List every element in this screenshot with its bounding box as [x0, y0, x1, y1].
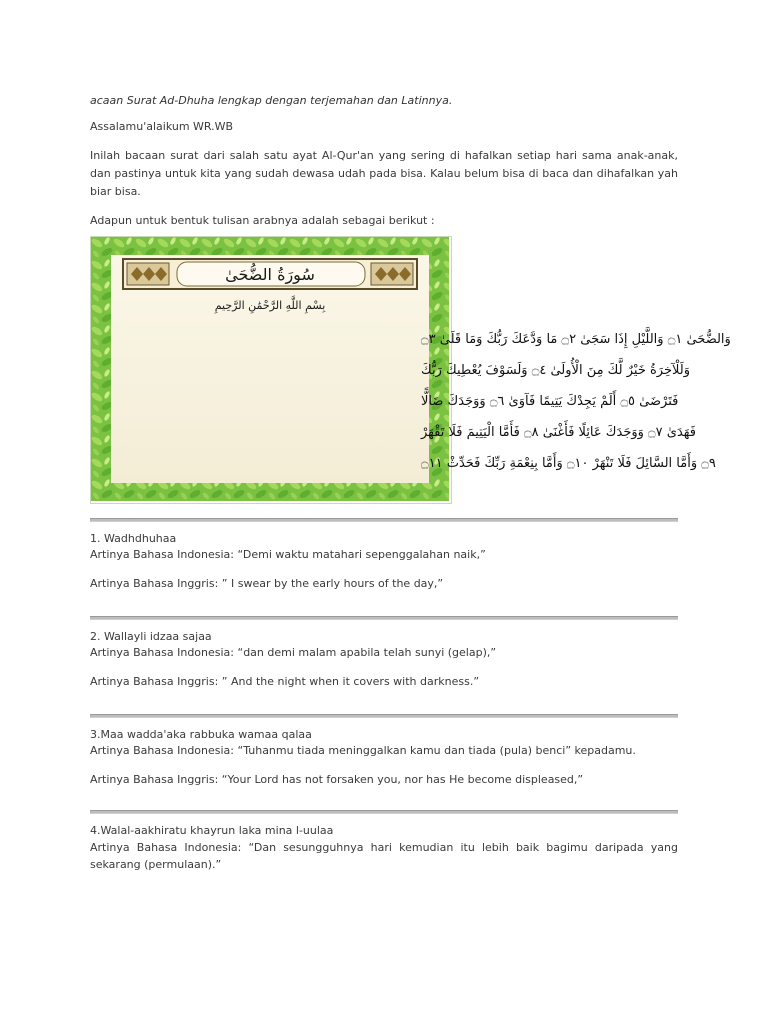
section-divider — [90, 616, 678, 620]
translation-indonesian: Artinya Bahasa Indonesia: “dan demi malam apabila telah sunyi (gelap),” — [90, 646, 497, 659]
document-title: acaan Surat Ad-Dhuha lengkap dengan terjemahan dan Latinnya. — [90, 94, 453, 107]
verse-section-3 — [90, 714, 678, 788]
intro-paragraph: Inilah bacaan surat dari salah satu ayat Al-Qur'an yang sering di hafalkan setiap hari sama anak-anak, dan pastinya untuk kita yang sudah dewasa udah pada bisa. Kalau belum bisa di baca dan dihafalkan yah biar bisa. — [90, 149, 678, 198]
translation-english: Artinya Bahasa Inggris: “Your Lord has not forsaken you, nor has He become displeased,” — [90, 773, 584, 786]
greeting-text: Assalamu'alaikum WR.WB — [90, 120, 234, 133]
translation-english: Artinya Bahasa Inggris: ” I swear by the early hours of the day,” — [90, 577, 444, 590]
lead-text: Adapun untuk bentuk tulisan arabnya adalah sebagai berikut : — [90, 214, 435, 227]
section-divider — [90, 810, 678, 814]
verse-heading: 3.Maa wadda'aka rabbuka wamaa qalaa — [90, 728, 312, 741]
arabic-line-3: فَتَرْضَىٰ ۝٥ أَلَمْ يَجِدْكَ يَتِيمًا فَآوَىٰ ۝٦ وَوَجَدَكَ ضَالًّا — [421, 394, 679, 409]
arabic-line-1: وَالضُّحَىٰ ۝١ وَاللَّيْلِ إِذَا سَجَىٰ ۝٢ مَا وَدَّعَكَ رَبُّكَ وَمَا قَلَىٰ ۝٣ — [421, 332, 731, 347]
translation-indonesian: Artinya Bahasa Indonesia: “Tuhanmu tiada meninggalkan kamu dan tiada (pula) benci” kepadamu. — [90, 744, 636, 757]
verse-heading: 4.Walal-aakhiratu khayrun laka mina l-uulaa — [90, 824, 334, 837]
section-divider — [90, 518, 678, 522]
verse-section-4 — [90, 810, 678, 873]
translation-english: Artinya Bahasa Inggris: ” And the night when it covers with darkness.” — [90, 675, 480, 688]
document-body — [90, 94, 731, 504]
arabic-line-5: ۝٩ وَأَمَّا السَّائِلَ فَلَا تَنْهَرْ ۝١٠ وَأَمَّا بِنِعْمَةِ رَبِّكَ فَحَدِّثْ ۝١١ — [421, 456, 716, 471]
verse-section-2 — [90, 616, 678, 690]
surah-title-arabic: سُورَةُ الضُّحَىٰ — [225, 265, 315, 284]
basmala-text: بِسْمِ اللَّهِ الرَّحْمَٰنِ الرَّحِيمِ — [214, 299, 326, 312]
surah-artwork — [91, 237, 731, 501]
surah-ad-dhuha-image — [90, 236, 731, 504]
translation-indonesian: Artinya Bahasa Indonesia: “Dan sesungguhnya hari kemudian itu lebih baik bagimu daripada yang sekarang (permulaan).” — [90, 841, 678, 871]
translation-indonesian: Artinya Bahasa Indonesia: “Demi waktu matahari sepenggalahan naik,” — [90, 548, 486, 561]
verse-heading: 2. Wallayli idzaa sajaa — [90, 630, 212, 643]
verse-section-1 — [90, 518, 678, 592]
section-divider — [90, 714, 678, 718]
arabic-line-2: وَلَلْآخِرَةُ خَيْرٌ لَّكَ مِنَ الْأُولَىٰ ۝٤ وَلَسَوْفَ يُعْطِيكَ رَبُّكَ — [421, 363, 691, 378]
verse-heading: 1. Wadhdhuhaa — [90, 532, 177, 545]
arabic-line-4: فَهَدَىٰ ۝٧ وَوَجَدَكَ عَائِلًا فَأَغْنَىٰ ۝٨ فَأَمَّا الْيَتِيمَ فَلَا تَقْهَرْ — [421, 425, 696, 440]
